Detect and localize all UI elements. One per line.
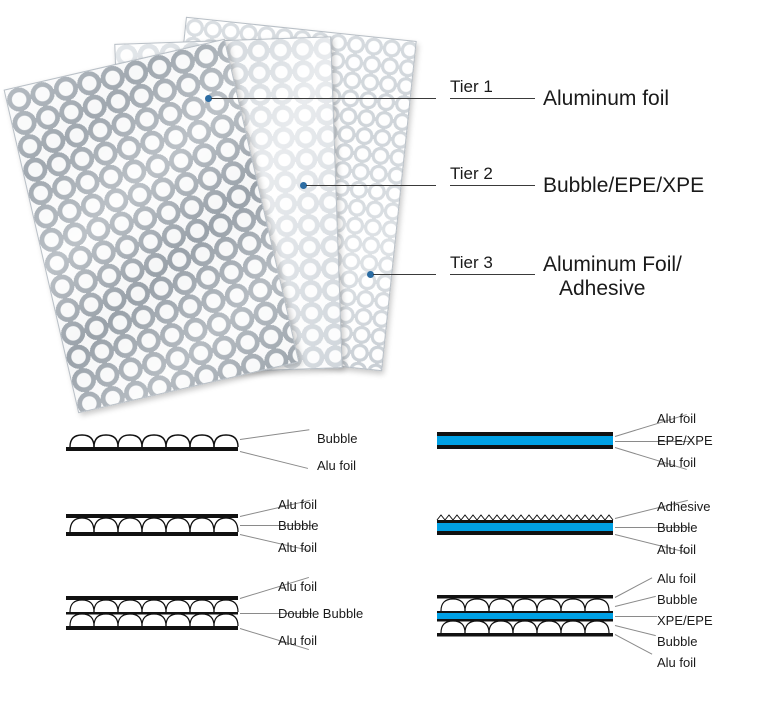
label-d2-1: EPE/XPE — [657, 433, 713, 448]
label-d6-2: XPE/EPE — [657, 613, 713, 628]
stack-graphic-bubble-alu-foil — [62, 425, 242, 459]
callout-line-tier-3-right — [450, 274, 535, 275]
tier-1-label: Tier 1 — [450, 77, 493, 96]
leader-line-xpe — [615, 616, 657, 617]
callout-line-tier-1 — [211, 98, 436, 99]
label-d4-0: Adhesive — [657, 499, 711, 514]
diagram-alu-bubble-xpe-bubble-alu — [435, 571, 713, 670]
label-d1-1: Alu foil — [317, 458, 357, 473]
leader-line-bubble-top — [615, 596, 656, 607]
diagram-adhesive-bubble-alu — [435, 499, 711, 557]
stack-graphic-alu-double-bubble-alu — [62, 592, 242, 636]
callout-line-tier-2 — [306, 185, 436, 186]
product-photo — [0, 0, 430, 400]
label-d2-2: Alu foil — [657, 455, 697, 470]
stack-graphic-alu-bubble-xpe-bubble-alu — [435, 592, 615, 638]
label-d4-2: Alu foil — [657, 542, 697, 557]
label-d3-2: Alu foil — [278, 540, 318, 555]
label-d6-4: Alu foil — [657, 655, 697, 670]
diagram-alu-bubble-alu — [62, 497, 319, 555]
label-d5-1: Double Bubble — [278, 606, 364, 621]
stack-graphic-alu-bubble-alu — [62, 510, 242, 542]
tier-1-value: Aluminum foil — [543, 87, 670, 110]
leader-line-bubble — [240, 429, 309, 440]
leader-line-alu-top — [615, 577, 653, 598]
tier-3-label: Tier 3 — [450, 253, 493, 272]
leader-line-bubble-bottom — [615, 625, 656, 636]
label-d6-3: Bubble — [657, 634, 698, 649]
diagram-bubble-alu-foil — [62, 425, 358, 473]
diagram-alu-double-bubble-alu — [62, 579, 364, 648]
label-d3-0: Alu foil — [278, 497, 318, 512]
tier-3-value-line-2: Adhesive — [559, 277, 646, 300]
label-d4-1: Bubble — [657, 520, 698, 535]
label-d3-1: Bubble — [278, 518, 319, 533]
label-d5-0: Alu foil — [278, 579, 318, 594]
label-d5-2: Alu foil — [278, 633, 318, 648]
tier-2-label: Tier 2 — [450, 164, 493, 183]
label-d6-0: Alu foil — [657, 571, 697, 586]
tier-2-value: Bubble/EPE/XPE — [543, 174, 705, 197]
leader-line-alu-bottom — [615, 634, 653, 655]
diagram-alu-epe-alu — [435, 411, 713, 470]
callout-line-tier-3 — [373, 274, 436, 275]
tier-3-value-line-1: Aluminum Foil/ — [543, 253, 682, 276]
callout-line-tier-1-right — [450, 98, 535, 99]
callout-line-tier-2-right — [450, 185, 535, 186]
label-d1-0: Bubble — [317, 431, 358, 446]
stack-graphic-alu-epe-alu — [435, 428, 615, 454]
stack-graphic-adhesive-bubble-alu — [435, 512, 615, 542]
label-d6-1: Bubble — [657, 592, 698, 607]
label-d2-0: Alu foil — [657, 411, 697, 426]
leader-line-alu-foil — [240, 451, 308, 469]
